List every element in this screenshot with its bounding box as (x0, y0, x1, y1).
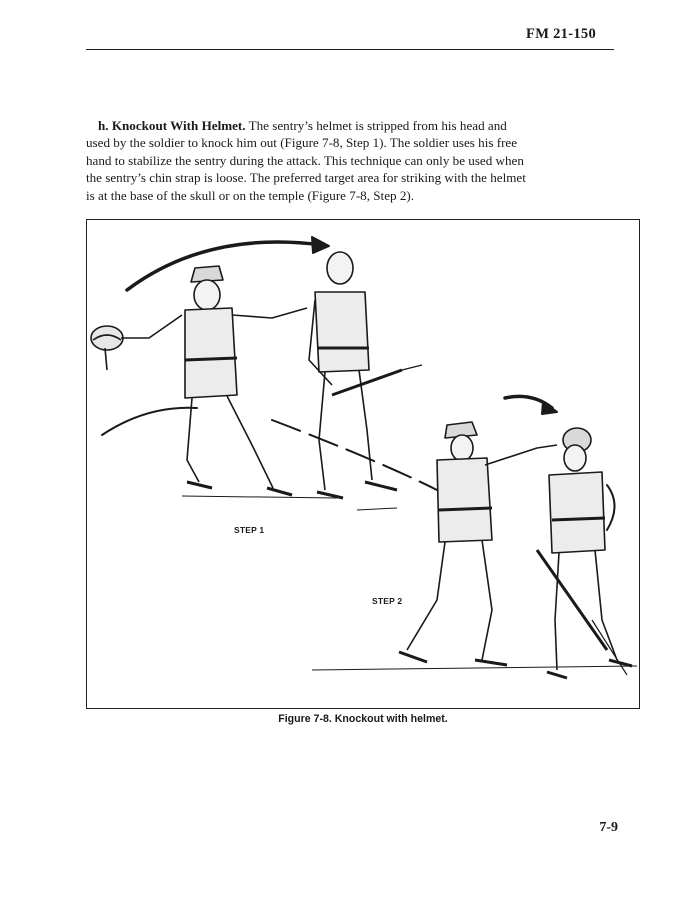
step2-label: STEP 2 (372, 596, 403, 606)
step2-ground (312, 666, 637, 670)
ground-arc-mid (272, 420, 437, 490)
page-number: 7-9 (599, 820, 618, 835)
paragraph-body: The sentry’s helmet is stripped from his head and used by the soldier to knock him out (Figure 7-8, Step 1). The soldier uses his free hand to stabilize the sentry during the attack. This technique can only be used when the sentry’s chin strap is loose. The preferred target area for striking with the helmet is at the base of the skull or on the temple (Figure 7-8, Step 2). (86, 118, 526, 203)
motion-arrowhead-step1 (312, 237, 329, 253)
step1-ground (182, 496, 397, 510)
figure-7-8 (86, 219, 640, 709)
step1-sentry-figure (309, 252, 422, 498)
ground-arc-left (102, 408, 197, 435)
header-rule (86, 49, 614, 50)
step1-label: STEP 1 (234, 525, 265, 535)
step2-sentry-figure (537, 428, 632, 678)
motion-arrowhead-step2 (542, 402, 557, 414)
figure-illustration (87, 220, 640, 709)
motion-arc-step1 (127, 242, 322, 290)
paragraph-lead: h. Knockout With Helmet. (98, 118, 246, 133)
figure-caption: Figure 7-8. Knockout with helmet. (278, 713, 448, 725)
ground-arc-right (607, 485, 615, 530)
step1-soldier-figure (91, 266, 307, 495)
paragraph-knockout-with-helmet (86, 117, 526, 204)
document-id: FM 21-150 (526, 26, 596, 42)
step2-soldier-figure (399, 422, 557, 665)
